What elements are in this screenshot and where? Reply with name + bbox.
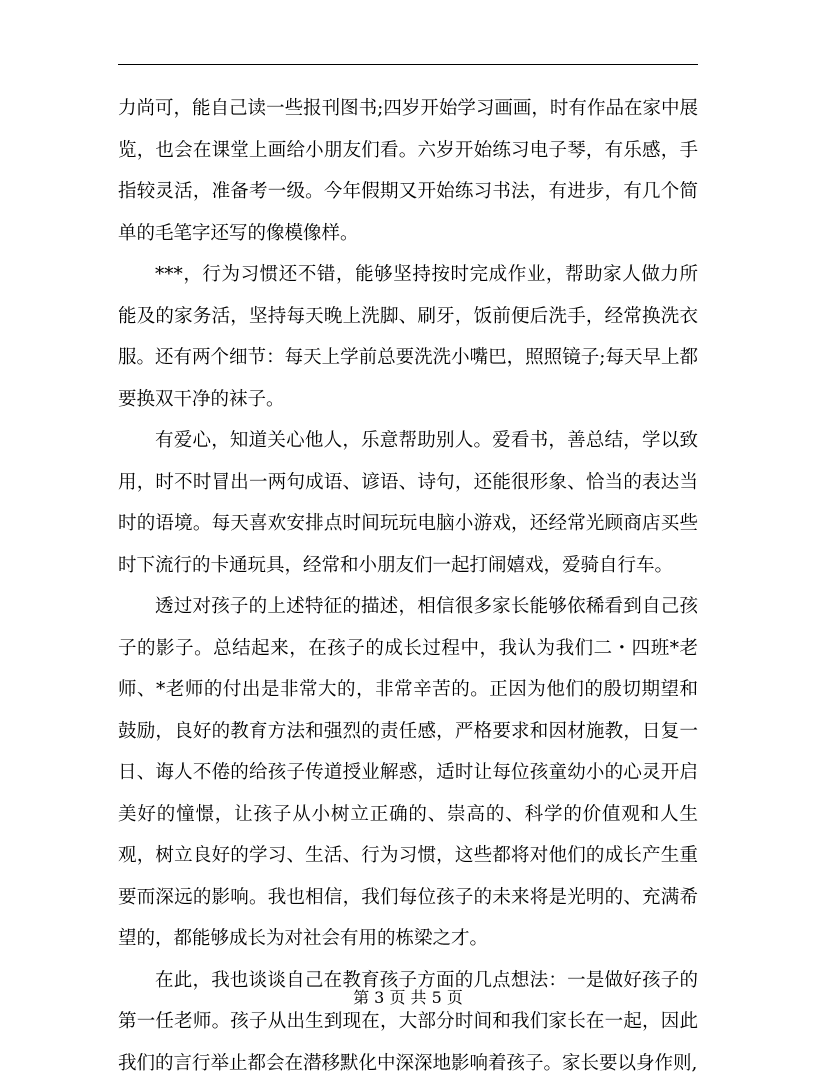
paragraph-4: 透过对孩子的上述特征的描述，相信很多家长能够依稀看到自己孩子的影子。总结起来，在孩子的成长过程中，我认为我们二・四班*老师、*老师的付出是非常大的，非常辛苦的。正因为他们的殷切期望和鼓励，良好的教育方法和强烈的责任感，严格要求和因材施教，日复一日、诲人不倦的给孩子传道授业解惑，适时让每位孩童幼小的心灵开启美好的憧憬，让孩子从小树立正确的、崇高的、科学的价值观和人生观，树立良好的学习、生活、行为习惯，这些都将对他们的成长产生重要而深远的影响。我也相信，我们每位孩子的未来将是光明的、充满希望的，都能够成长为对社会有用的栋梁之才。 <box>118 586 698 960</box>
page-number-footer: 第 3 页 共 5 页 <box>0 986 816 1010</box>
paragraph-1: 力尚可，能自己读一些报刊图书;四岁开始学习画画，时有作品在家中展览，也会在课堂上画给小朋友们看。六岁开始练习电子琴，有乐感，手指较灵活，准备考一级。今年假期又开始练习书法，有进步，有几个简单的毛笔字还写的像模像样。 <box>118 88 698 254</box>
paragraph-5: 在此，我也谈谈自己在教育孩子方面的几点想法：一是做好孩子的第一任老师。孩子从出生到现在，大部分时间和我们家长在一起，因此我们的言行举止都会在潜移默化中深深地影响着孩子。家长要以身作则, <box>118 960 698 1084</box>
document-body <box>118 88 698 1084</box>
header-rule <box>118 64 698 65</box>
paragraph-3: 有爱心，知道关心他人，乐意帮助别人。爱看书，善总结，学以致用，时不时冒出一两句成语、谚语、诗句，还能很形象、恰当的表达当时的语境。每天喜欢安排点时间玩玩电脑小游戏，还经常光顾商店买些时下流行的卡通玩具，经常和小朋友们一起打闹嬉戏，爱骑自行车。 <box>118 420 698 586</box>
paragraph-2: ***，行为习惯还不错，能够坚持按时完成作业，帮助家人做力所能及的家务活，坚持每天晚上洗脚、刷牙，饭前便后洗手，经常换洗衣服。还有两个细节：每天上学前总要洗洗小嘴巴，照照镜子;每天早上都要换双干净的袜子。 <box>118 254 698 420</box>
